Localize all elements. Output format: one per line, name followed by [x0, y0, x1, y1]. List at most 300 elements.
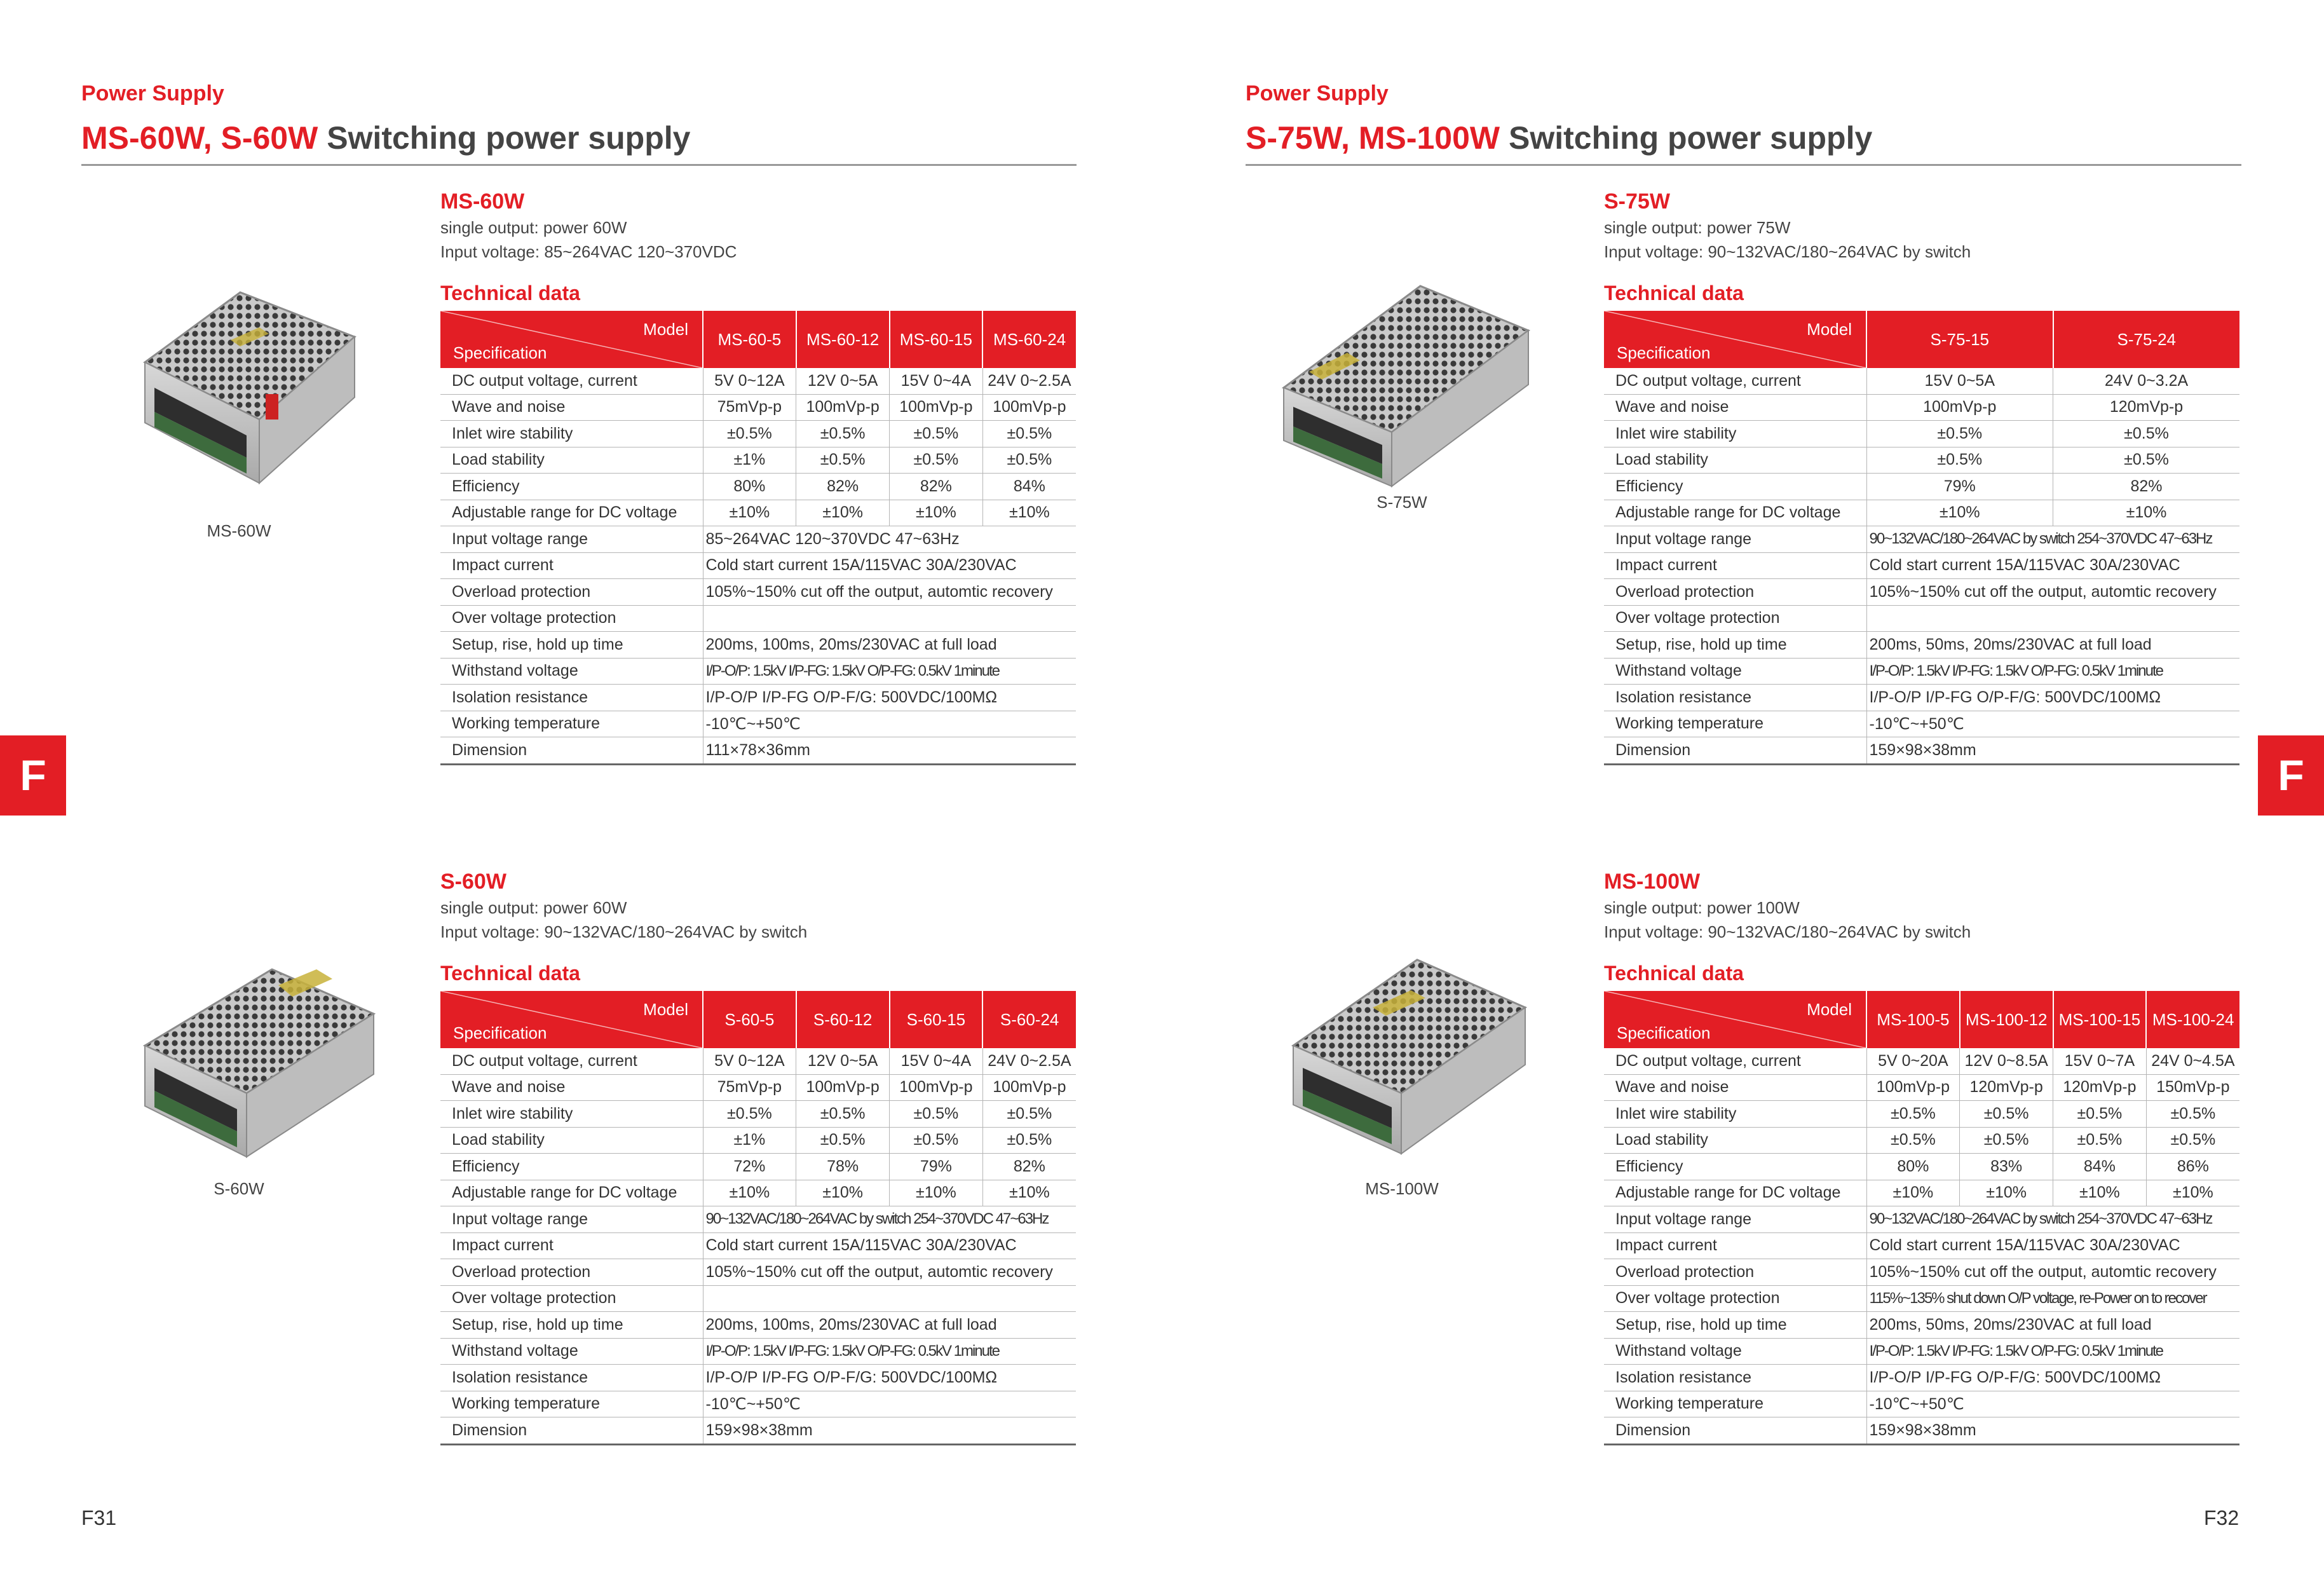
spec-value: 79%	[1866, 474, 2053, 500]
spec-label: DC output voltage, current	[1604, 368, 1866, 394]
section-tab-right: F	[2258, 735, 2324, 816]
spec-value: ±1%	[703, 447, 796, 474]
product-name: MS-60W	[440, 189, 525, 214]
spec-label: Setup, rise, hold up time	[440, 1312, 703, 1339]
spec-value: 75mVp-p	[703, 394, 796, 421]
page-number-left: F31	[81, 1506, 117, 1529]
spec-label: Overload protection	[1604, 1259, 1866, 1286]
spec-row	[440, 1312, 1076, 1339]
spec-row	[440, 711, 1076, 737]
product-block	[1604, 868, 2239, 1445]
spec-label: Working temperature	[1604, 711, 1866, 737]
spec-value: 90~132VAC/180~264VAC by switch 254~370VDC 47~63Hz	[1866, 1206, 2239, 1233]
spec-label: Wave and noise	[440, 394, 703, 421]
spec-row	[440, 447, 1076, 474]
spec-row	[440, 1338, 1076, 1365]
spec-label: Input voltage range	[1604, 526, 1866, 553]
spec-label: Setup, rise, hold up time	[1604, 632, 1866, 659]
spec-value	[703, 605, 1076, 632]
spec-label: Input voltage range	[440, 526, 703, 553]
model-header: S-60-12	[796, 991, 890, 1048]
page-title-models: S-75W, MS-100W	[1246, 120, 1500, 156]
page-title-suffix: Switching power supply	[318, 120, 691, 156]
spec-row	[1604, 500, 2239, 526]
spec-value: ±10%	[703, 500, 796, 526]
spec-value: 159×98×38mm	[1866, 1417, 2239, 1445]
spec-label: Input voltage range	[440, 1206, 703, 1233]
spec-value: 24V 0~4.5A	[2146, 1048, 2239, 1074]
product-description: Input voltage: 85~264VAC 120~370VDC	[440, 242, 737, 261]
model-label: Model	[643, 320, 688, 339]
spec-value: ±0.5%	[703, 421, 796, 447]
spec-value: Cold start current 15A/115VAC 30A/230VAC	[1866, 552, 2239, 579]
spec-value: 82%	[2053, 474, 2240, 500]
spec-value: 115%~135% shut down O/P voltage, re-Power on to recover	[1866, 1285, 2239, 1312]
spec-label: Adjustable range for DC voltage	[1604, 500, 1866, 526]
spec-label: Inlet wire stability	[1604, 421, 1866, 447]
spec-label: Wave and noise	[1604, 394, 1866, 421]
title-divider-right	[1246, 164, 2241, 166]
spec-label: Inlet wire stability	[1604, 1101, 1866, 1128]
product-description: single output: power 60W	[440, 898, 627, 917]
model-header: MS-100-5	[1866, 991, 1960, 1048]
spec-row	[440, 474, 1076, 500]
spec-value: 100mVp-p	[1866, 1074, 1960, 1101]
spec-value: 100mVp-p	[796, 1074, 890, 1101]
spec-label: Impact current	[1604, 1232, 1866, 1259]
model-header: S-60-5	[703, 991, 796, 1048]
spec-label: DC output voltage, current	[1604, 1048, 1866, 1074]
spec-label: Over voltage protection	[1604, 605, 1866, 632]
model-header: MS-60-24	[982, 311, 1076, 368]
model-spec-corner	[1604, 991, 1866, 1048]
spec-label: Load stability	[440, 447, 703, 474]
spec-value: 100mVp-p	[890, 1074, 983, 1101]
spec-value: 82%	[982, 1154, 1076, 1180]
spec-value: 82%	[796, 474, 890, 500]
spec-value: ±10%	[982, 1180, 1076, 1206]
spec-table	[440, 311, 1076, 765]
spec-label: DC output voltage, current	[440, 1048, 703, 1074]
spec-value: ±0.5%	[890, 421, 983, 447]
spec-row	[1604, 1074, 2239, 1101]
spec-label: Inlet wire stability	[440, 1101, 703, 1128]
spec-table-header	[1604, 991, 2239, 1048]
spec-value: 100mVp-p	[890, 394, 983, 421]
spec-label: Adjustable range for DC voltage	[440, 1180, 703, 1206]
spec-value: 80%	[1866, 1154, 1960, 1180]
spec-label: Wave and noise	[1604, 1074, 1866, 1101]
product-name: S-60W	[440, 870, 506, 894]
spec-row	[1604, 737, 2239, 765]
spec-row	[440, 500, 1076, 526]
spec-row	[1604, 1048, 2239, 1074]
spec-value: ±0.5%	[703, 1101, 796, 1128]
spec-value: 120mVp-p	[1960, 1074, 2053, 1101]
spec-value: ±0.5%	[890, 447, 983, 474]
spec-value: 24V 0~2.5A	[982, 1048, 1076, 1074]
spec-value: ±0.5%	[2053, 447, 2240, 474]
spec-value: 82%	[890, 474, 983, 500]
spec-value: 120mVp-p	[2053, 1074, 2147, 1101]
spec-value: ±10%	[2146, 1180, 2239, 1206]
product-block	[440, 868, 1076, 1445]
spec-value: 90~132VAC/180~264VAC by switch 254~370VDC 47~63Hz	[703, 1206, 1076, 1233]
power-supply-photo	[1271, 270, 1538, 489]
spec-row	[1604, 1312, 2239, 1339]
spec-label: Setup, rise, hold up time	[440, 632, 703, 659]
spec-value: ±10%	[982, 500, 1076, 526]
spec-value: I/P-O/P: 1.5kV I/P-FG: 1.5kV O/P-FG: 0.5kV 1minute	[1866, 658, 2239, 685]
spec-value: ±10%	[796, 500, 890, 526]
spec-table	[1604, 311, 2239, 765]
spec-row	[440, 737, 1076, 765]
photo-caption: MS-60W	[207, 521, 271, 540]
spec-row	[440, 1154, 1076, 1180]
spec-row	[440, 1365, 1076, 1391]
spec-value: 100mVp-p	[982, 394, 1076, 421]
spec-row	[1604, 1338, 2239, 1365]
model-spec-corner	[440, 311, 703, 368]
page-title-right	[1246, 119, 1872, 156]
spec-value: 15V 0~4A	[890, 368, 983, 394]
spec-value: -10℃~+50℃	[1866, 1391, 2239, 1417]
spec-row	[440, 1259, 1076, 1286]
spec-label: Over voltage protection	[440, 605, 703, 632]
spec-value: ±0.5%	[1866, 447, 2053, 474]
spec-value: 105%~150% cut off the output, automtic recovery	[1866, 579, 2239, 606]
spec-table-header	[440, 311, 1076, 368]
spec-row	[440, 394, 1076, 421]
power-supply-photo	[119, 267, 361, 496]
spec-label: Working temperature	[440, 711, 703, 737]
spec-value: I/P-O/P I/P-FG O/P-F/G: 500VDC/100MΩ	[1866, 1365, 2239, 1391]
product-description: Input voltage: 90~132VAC/180~264VAC by switch	[1604, 242, 1971, 261]
spec-label: Isolation resistance	[1604, 685, 1866, 711]
spec-value: ±0.5%	[796, 421, 890, 447]
power-supply-photo	[126, 941, 380, 1163]
spec-table	[440, 991, 1076, 1445]
model-header: MS-60-12	[796, 311, 890, 368]
spec-label: Efficiency	[440, 474, 703, 500]
spec-value: 15V 0~4A	[890, 1048, 983, 1074]
spec-value: 100mVp-p	[796, 394, 890, 421]
spec-value: I/P-O/P I/P-FG O/P-F/G: 500VDC/100MΩ	[703, 685, 1076, 711]
spec-value: ±0.5%	[1960, 1127, 2053, 1154]
product-name: S-75W	[1604, 189, 1670, 214]
spec-row	[440, 526, 1076, 553]
spec-row	[1604, 526, 2239, 553]
spec-label: Load stability	[440, 1127, 703, 1154]
model-header: S-75-24	[2053, 311, 2240, 368]
product-block	[440, 188, 1076, 765]
spec-value: 159×98×38mm	[703, 1417, 1076, 1445]
spec-row	[1604, 368, 2239, 394]
spec-row	[1604, 1101, 2239, 1128]
spec-value: ±10%	[703, 1180, 796, 1206]
spec-value: 12V 0~5A	[796, 1048, 890, 1074]
spec-value: 100mVp-p	[1866, 394, 2053, 421]
specification-label: Specification	[453, 1023, 547, 1042]
spec-value: 200ms, 50ms, 20ms/230VAC at full load	[1866, 632, 2239, 659]
spec-value: ±0.5%	[982, 1101, 1076, 1128]
spec-label: Working temperature	[1604, 1391, 1866, 1417]
spec-label: Withstand voltage	[1604, 1338, 1866, 1365]
spec-value: 159×98×38mm	[1866, 737, 2239, 765]
spec-value: 100mVp-p	[982, 1074, 1076, 1101]
spec-row	[440, 1206, 1076, 1233]
spec-value: 200ms, 100ms, 20ms/230VAC at full load	[703, 632, 1076, 659]
spec-value: 15V 0~5A	[1866, 368, 2053, 394]
product-description: Input voltage: 90~132VAC/180~264VAC by switch	[1604, 922, 1971, 941]
spec-label: Dimension	[1604, 1417, 1866, 1445]
spec-value: 105%~150% cut off the output, automtic recovery	[703, 579, 1076, 606]
spec-row	[1604, 1285, 2239, 1312]
spec-row	[1604, 579, 2239, 606]
spec-label: Isolation resistance	[1604, 1365, 1866, 1391]
spec-label: Withstand voltage	[1604, 658, 1866, 685]
technical-data-heading: Technical data	[1604, 962, 1744, 985]
spec-row	[1604, 394, 2239, 421]
spec-row	[440, 1101, 1076, 1128]
spec-row	[440, 368, 1076, 394]
spec-label: Load stability	[1604, 1127, 1866, 1154]
page-label-right: Power Supply	[1246, 81, 1389, 106]
page-title-left	[81, 119, 690, 156]
spec-row	[440, 1127, 1076, 1154]
spec-label: Wave and noise	[440, 1074, 703, 1101]
technical-data-heading: Technical data	[1604, 282, 1744, 304]
spec-row	[440, 552, 1076, 579]
page-label-left: Power Supply	[81, 81, 224, 106]
spec-value: 90~132VAC/180~264VAC by switch 254~370VDC 47~63Hz	[1866, 526, 2239, 553]
spec-label: Isolation resistance	[440, 685, 703, 711]
spec-value: 150mVp-p	[2146, 1074, 2239, 1101]
spec-row	[1604, 474, 2239, 500]
spec-value: 12V 0~8.5A	[1960, 1048, 2053, 1074]
spec-value: 105%~150% cut off the output, automtic recovery	[703, 1259, 1076, 1286]
model-label: Model	[1807, 1000, 1852, 1019]
spec-label: Overload protection	[440, 579, 703, 606]
spec-value: 72%	[703, 1154, 796, 1180]
spec-value: 83%	[1960, 1154, 2053, 1180]
spec-value: 15V 0~7A	[2053, 1048, 2147, 1074]
product-description: single output: power 75W	[1604, 218, 1791, 237]
spec-row	[1604, 632, 2239, 659]
model-header: MS-100-12	[1960, 991, 2053, 1048]
spec-label: Over voltage protection	[1604, 1285, 1866, 1312]
spec-value: ±0.5%	[890, 1101, 983, 1128]
spec-value: I/P-O/P: 1.5kV I/P-FG: 1.5kV O/P-FG: 0.5kV 1minute	[703, 658, 1076, 685]
product-description: single output: power 60W	[440, 218, 627, 237]
spec-value: I/P-O/P I/P-FG O/P-F/G: 500VDC/100MΩ	[1866, 685, 2239, 711]
spec-value: Cold start current 15A/115VAC 30A/230VAC	[703, 552, 1076, 579]
spec-value: ±0.5%	[2146, 1101, 2239, 1128]
spec-label: Dimension	[440, 737, 703, 765]
model-label: Model	[1807, 320, 1852, 339]
spec-value: 24V 0~3.2A	[2053, 368, 2240, 394]
technical-data-heading: Technical data	[440, 962, 580, 985]
spec-value: 5V 0~12A	[703, 1048, 796, 1074]
spec-value: 86%	[2146, 1154, 2239, 1180]
model-label: Model	[643, 1000, 688, 1019]
spec-label: Load stability	[1604, 447, 1866, 474]
product-block	[1604, 188, 2239, 765]
spec-row	[440, 421, 1076, 447]
spec-label: Dimension	[1604, 737, 1866, 765]
model-header: S-60-24	[982, 991, 1076, 1048]
model-spec-corner	[440, 991, 703, 1048]
spec-row	[1604, 605, 2239, 632]
spec-value: ±0.5%	[1866, 1127, 1960, 1154]
spec-row	[440, 1232, 1076, 1259]
technical-data-heading: Technical data	[440, 282, 580, 304]
spec-row	[1604, 1365, 2239, 1391]
specification-label: Specification	[453, 343, 547, 362]
spec-row	[440, 658, 1076, 685]
spec-value: ±10%	[890, 500, 983, 526]
model-header: S-75-15	[1866, 311, 2053, 368]
spec-value: 105%~150% cut off the output, automtic recovery	[1866, 1259, 2239, 1286]
spec-value: ±10%	[2053, 500, 2240, 526]
spec-row	[1604, 1391, 2239, 1417]
spec-row	[1604, 685, 2239, 711]
spec-label: Overload protection	[1604, 579, 1866, 606]
spec-value: ±10%	[1866, 1180, 1960, 1206]
spec-row	[440, 1048, 1076, 1074]
spec-value: ±10%	[890, 1180, 983, 1206]
spec-value: 84%	[982, 474, 1076, 500]
model-header: MS-100-24	[2146, 991, 2239, 1048]
spec-value: ±0.5%	[890, 1127, 983, 1154]
spec-row	[440, 579, 1076, 606]
spec-label: Working temperature	[440, 1391, 703, 1417]
spec-value: ±10%	[1866, 500, 2053, 526]
spec-value: ±0.5%	[982, 447, 1076, 474]
spec-label: DC output voltage, current	[440, 368, 703, 394]
spec-label: Adjustable range for DC voltage	[440, 500, 703, 526]
spec-value: I/P-O/P: 1.5kV I/P-FG: 1.5kV O/P-FG: 0.5kV 1minute	[703, 1338, 1076, 1365]
spec-row	[1604, 1232, 2239, 1259]
specification-label: Specification	[1617, 343, 1711, 362]
page-title-suffix: Switching power supply	[1500, 120, 1873, 156]
spec-value: -10℃~+50℃	[1866, 711, 2239, 737]
model-header: MS-100-15	[2053, 991, 2147, 1048]
spec-row	[1604, 421, 2239, 447]
spec-value: 80%	[703, 474, 796, 500]
spec-row	[440, 1391, 1076, 1417]
spec-label: Dimension	[440, 1417, 703, 1445]
spec-value: Cold start current 15A/115VAC 30A/230VAC	[1866, 1232, 2239, 1259]
spec-label: Efficiency	[1604, 1154, 1866, 1180]
spec-value	[1866, 605, 2239, 632]
spec-value: ±0.5%	[982, 421, 1076, 447]
page-title-models: MS-60W, S-60W	[81, 120, 318, 156]
spec-label: Impact current	[440, 1232, 703, 1259]
product-name: MS-100W	[1604, 870, 1701, 894]
photo-caption: S-75W	[1376, 493, 1427, 512]
spec-value: 5V 0~20A	[1866, 1048, 1960, 1074]
spec-value: ±0.5%	[796, 1127, 890, 1154]
spec-row	[440, 605, 1076, 632]
spec-row	[440, 1285, 1076, 1312]
specification-label: Specification	[1617, 1023, 1711, 1042]
spec-row	[1604, 1417, 2239, 1445]
photo-caption: MS-100W	[1365, 1179, 1439, 1198]
spec-value	[703, 1285, 1076, 1312]
spec-value: I/P-O/P: 1.5kV I/P-FG: 1.5kV O/P-FG: 0.5kV 1minute	[1866, 1338, 2239, 1365]
spec-table	[1604, 991, 2239, 1445]
spec-label: Efficiency	[440, 1154, 703, 1180]
spec-value: 200ms, 50ms, 20ms/230VAC at full load	[1866, 1312, 2239, 1339]
model-header: MS-60-5	[703, 311, 796, 368]
section-tab-left: F	[0, 735, 66, 816]
spec-value: 5V 0~12A	[703, 368, 796, 394]
model-header: S-60-15	[890, 991, 983, 1048]
spec-label: Overload protection	[440, 1259, 703, 1286]
spec-label: Impact current	[440, 552, 703, 579]
spec-value: ±0.5%	[2146, 1127, 2239, 1154]
photo-caption: S-60W	[214, 1179, 264, 1198]
spec-row	[1604, 658, 2239, 685]
spec-row	[440, 1417, 1076, 1445]
spec-value: ±0.5%	[796, 447, 890, 474]
spec-row	[1604, 1206, 2239, 1233]
spec-value: 200ms, 100ms, 20ms/230VAC at full load	[703, 1312, 1076, 1339]
spec-value: ±0.5%	[796, 1101, 890, 1128]
spec-value: -10℃~+50℃	[703, 1391, 1076, 1417]
spec-value: 12V 0~5A	[796, 368, 890, 394]
spec-value: ±1%	[703, 1127, 796, 1154]
spec-label: Input voltage range	[1604, 1206, 1866, 1233]
spec-value: 85~264VAC 120~370VDC 47~63Hz	[703, 526, 1076, 553]
spec-value: ±0.5%	[2053, 1101, 2147, 1128]
spec-value: 111×78×36mm	[703, 737, 1076, 765]
spec-row	[1604, 1180, 2239, 1206]
spec-label: Inlet wire stability	[440, 421, 703, 447]
spec-value: ±0.5%	[1866, 421, 2053, 447]
spec-value: 120mVp-p	[2053, 394, 2240, 421]
title-divider-left	[81, 164, 1077, 166]
spec-label: Impact current	[1604, 552, 1866, 579]
spec-label: Withstand voltage	[440, 658, 703, 685]
spec-value: Cold start current 15A/115VAC 30A/230VAC	[703, 1232, 1076, 1259]
spec-label: Isolation resistance	[440, 1365, 703, 1391]
model-header: MS-60-15	[890, 311, 983, 368]
spec-value: 84%	[2053, 1154, 2147, 1180]
spec-value: ±0.5%	[982, 1127, 1076, 1154]
spec-label: Over voltage protection	[440, 1285, 703, 1312]
spec-row	[1604, 1259, 2239, 1286]
spec-row	[1604, 552, 2239, 579]
model-spec-corner	[1604, 311, 1866, 368]
spec-value: ±0.5%	[2053, 421, 2240, 447]
spec-label: Efficiency	[1604, 474, 1866, 500]
spec-table-header	[1604, 311, 2239, 368]
spec-row	[1604, 1154, 2239, 1180]
spec-value: -10℃~+50℃	[703, 711, 1076, 737]
spec-row	[440, 1074, 1076, 1101]
product-description: Input voltage: 90~132VAC/180~264VAC by switch	[440, 922, 808, 941]
spec-value: 75mVp-p	[703, 1074, 796, 1101]
spec-row	[1604, 447, 2239, 474]
spec-value: 78%	[796, 1154, 890, 1180]
product-description: single output: power 100W	[1604, 898, 1800, 917]
spec-value: 24V 0~2.5A	[982, 368, 1076, 394]
spec-value: ±10%	[2053, 1180, 2147, 1206]
spec-value: I/P-O/P I/P-FG O/P-F/G: 500VDC/100MΩ	[703, 1365, 1076, 1391]
power-supply-photo	[1274, 934, 1528, 1163]
